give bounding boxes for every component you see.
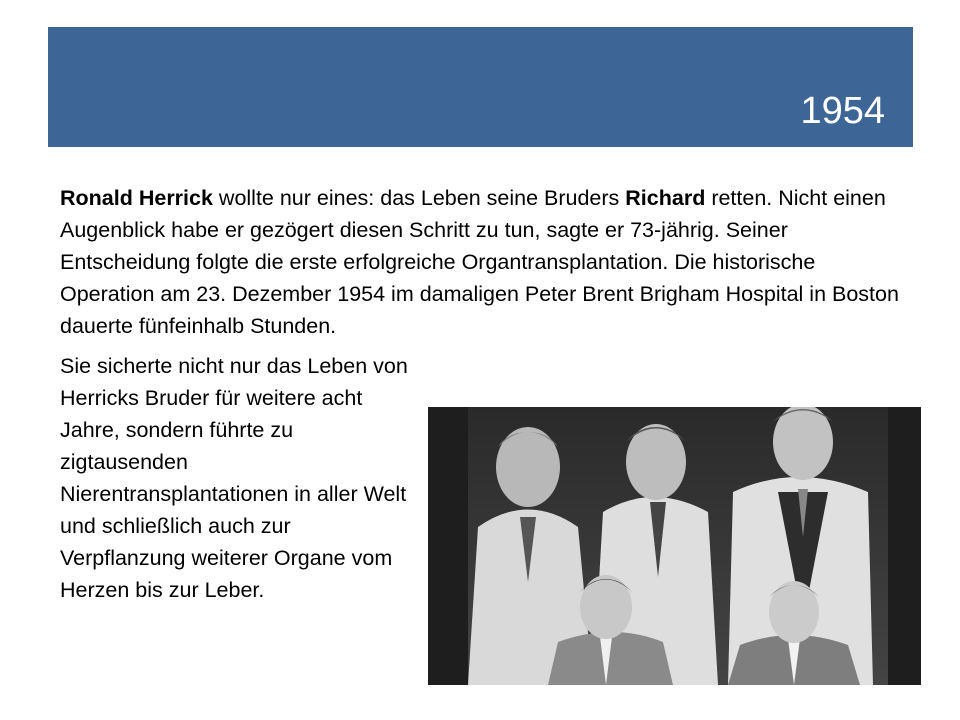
name-ronald-herrick: Ronald Herrick bbox=[60, 186, 213, 210]
intro-paragraph bbox=[60, 182, 910, 342]
body-paragraph: Sie sicherte nicht nur das Leben von Herricks Bruder für weitere acht Jahre, sondern führte zu zigtausenden Nierentransplantationen in aller Welt und schließlich auch zur Verpflanzung weiterer Organe vom Herzen bis zur Leber. bbox=[60, 354, 408, 602]
name-richard: Richard bbox=[625, 186, 706, 210]
intro-text-1: wollte nur eines: das Leben seine Bruders bbox=[212, 186, 626, 210]
historic-photo bbox=[428, 407, 921, 685]
photo-surgeons-illustration bbox=[428, 407, 921, 685]
slide-title: 1954 bbox=[800, 90, 885, 132]
intro-text-2: retten. Nicht einen Augenblick habe er gezögert diesen Schritt zu tun, sagte er 73-jährig. Seiner Entscheidung folgte die erste erfolgreiche Organtransplantation. Die historische Operation am 23. Dezember 1954 im damaligen Peter Brent Brigham Hospital in Boston dauerte fünfeinhalb Stunden. bbox=[60, 186, 899, 338]
title-bar bbox=[48, 27, 913, 147]
